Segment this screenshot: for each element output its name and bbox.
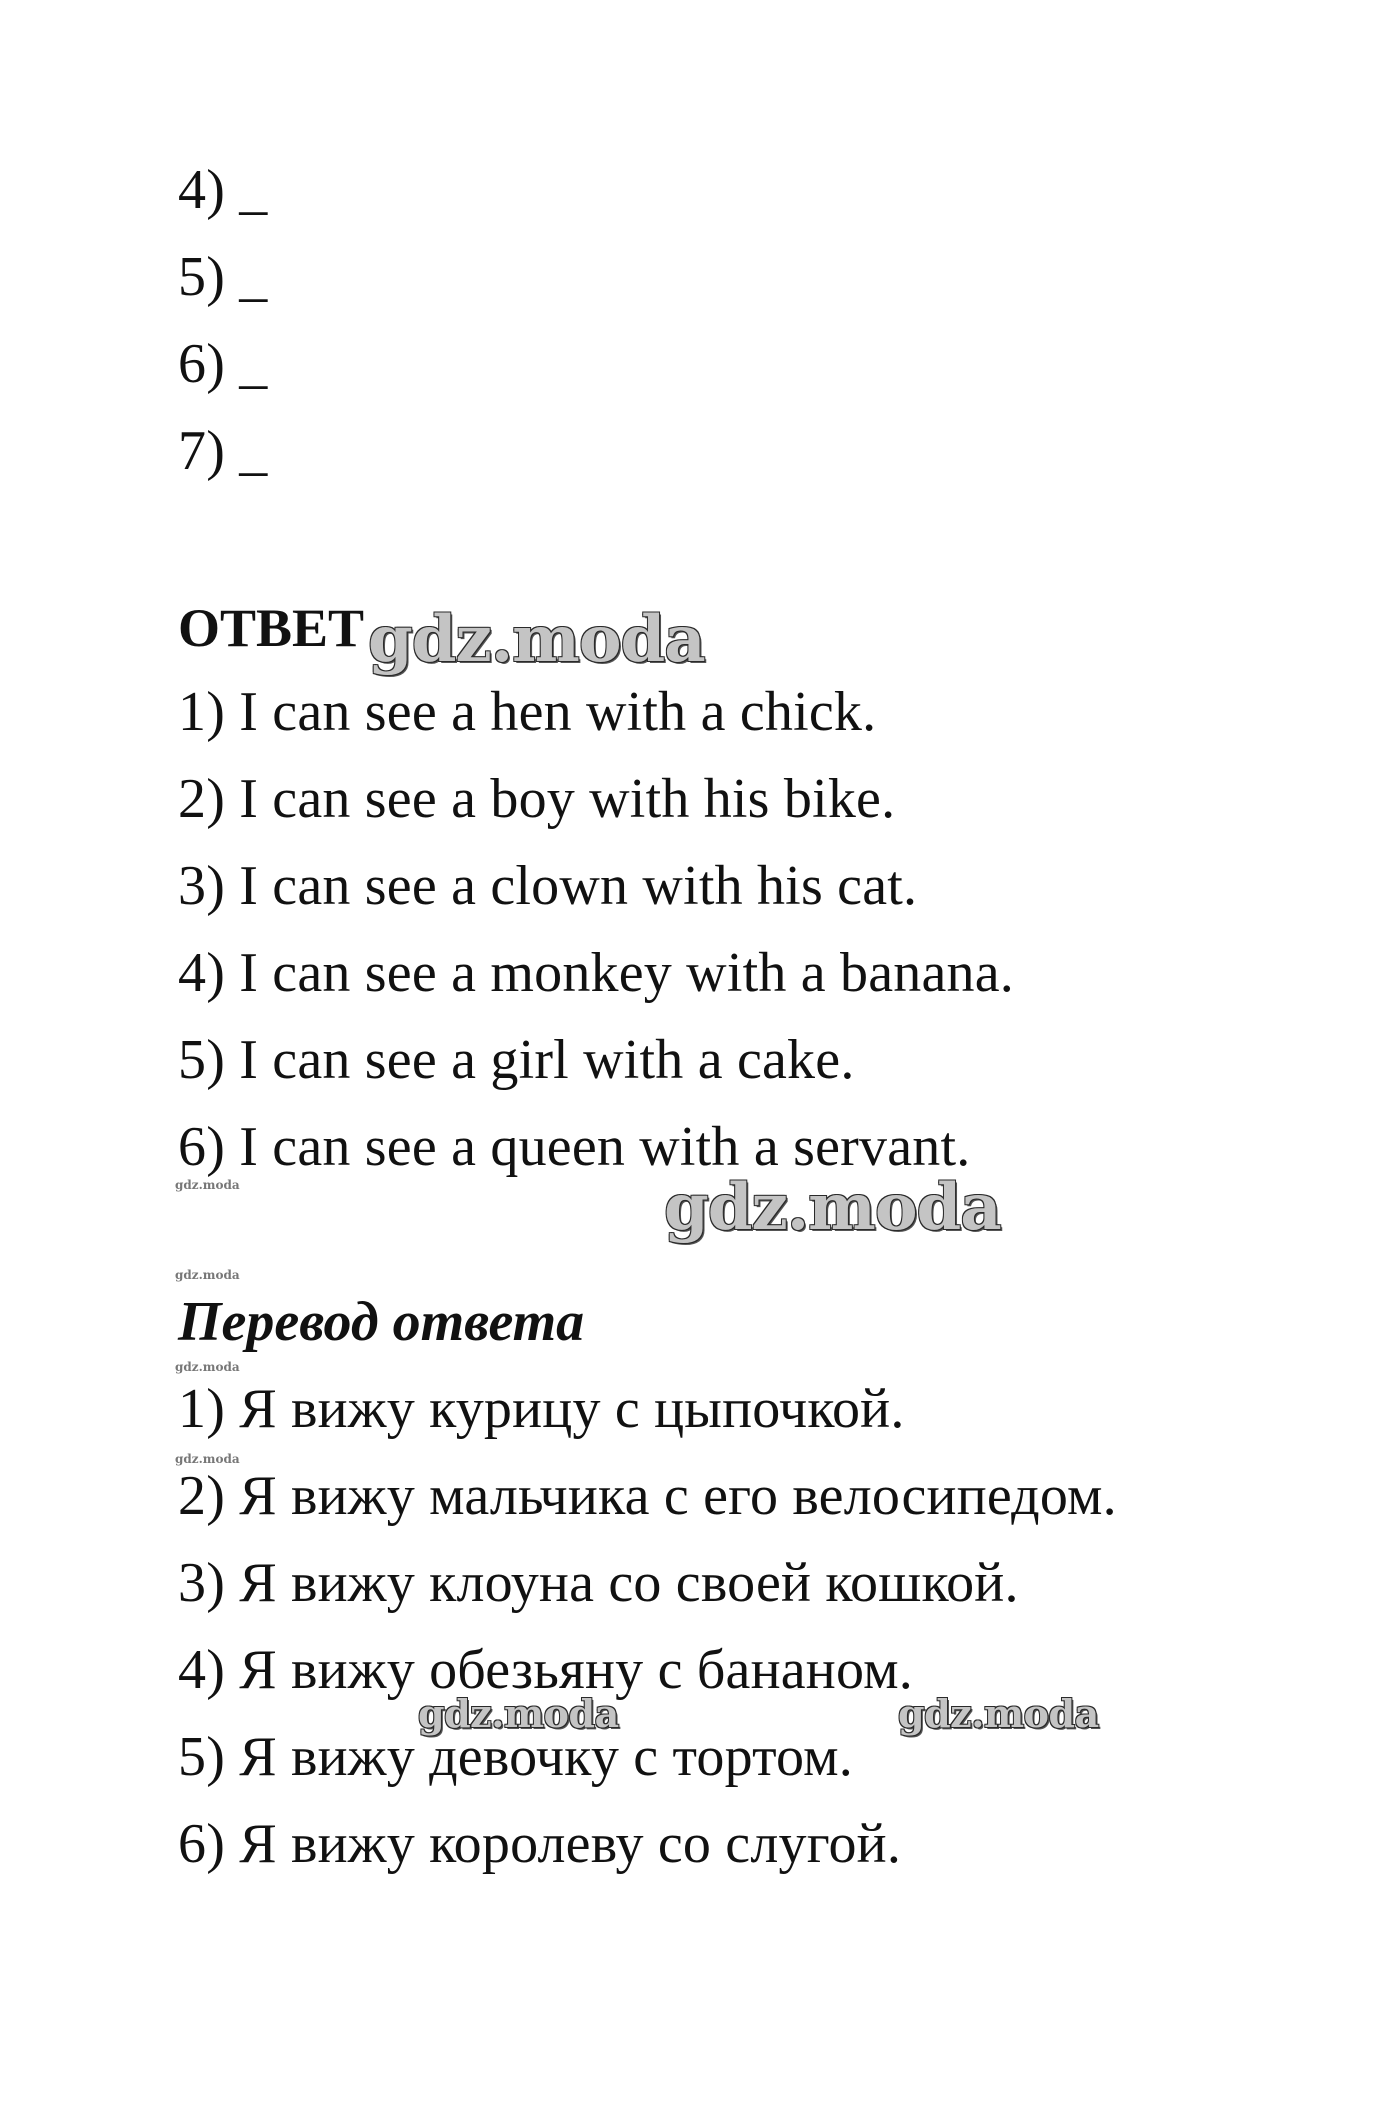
watermark-tiny: gdz.moda [175,1360,240,1374]
watermark-logo: gdz.moda [368,602,705,677]
watermark-tiny: gdz.moda [175,1178,240,1192]
watermark-tiny: gdz.moda [175,1452,240,1466]
answer-item-2: 2) I can see a boy with his bike. [178,768,896,830]
blank-item-4: 4) _ [178,159,268,221]
watermark-logo: gdz.moda [418,1691,619,1736]
translation-item-6: 6) Я вижу королеву со слугой. [178,1813,902,1875]
translation-item-2: 2) Я вижу мальчика с его велосипедом. [178,1465,1117,1527]
watermark-tiny: gdz.moda [175,1268,240,1282]
translation-item-1: 1) Я вижу курицу с цыпочкой. [178,1378,905,1440]
watermark-logo: gdz.moda [664,1170,1001,1245]
translation-item-3: 3) Я вижу клоуна со своей кошкой. [178,1552,1019,1614]
answer-item-1: 1) I can see a hen with a chick. [178,681,877,743]
translation-item-4: 4) Я вижу обезьяну с бананом. [178,1639,913,1701]
answer-heading: ОТВЕТ [178,598,365,658]
watermark-logo: gdz.moda [898,1691,1099,1736]
answer-item-6: 6) I can see a queen with a servant. [178,1116,971,1178]
blank-item-7: 7) _ [178,420,268,482]
translation-heading: Перевод ответа [178,1291,585,1353]
blank-item-5: 5) _ [178,246,268,308]
translation-item-5: 5) Я вижу девочку с тортом. [178,1726,853,1788]
answer-item-3: 3) I can see a clown with his cat. [178,855,918,917]
answer-item-4: 4) I can see a monkey with a banana. [178,942,1014,1004]
blank-item-6: 6) _ [178,333,268,395]
answer-item-5: 5) I can see a girl with a cake. [178,1029,855,1091]
